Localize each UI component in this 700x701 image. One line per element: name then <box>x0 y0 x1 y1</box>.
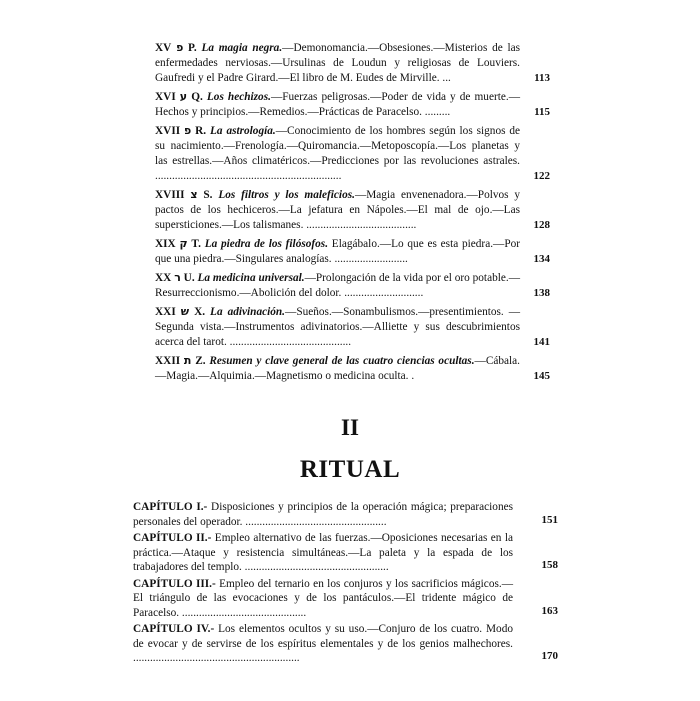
toc-entry <box>155 40 550 86</box>
entry-title: Resumen y clave general de las cuatro ciencias ocultas. <box>209 355 475 367</box>
entry-initial: P. <box>188 42 197 54</box>
chapter-text: Empleo alternativo de las fuerzas.—Oposiciones necesarias en la práctica.—Ataque y resistencia simultáneas.—La paleta y la espada de los trabajadores del templo. ................................................... <box>133 532 513 573</box>
entry-initial: Q. <box>191 91 203 103</box>
toc-entry <box>155 353 550 384</box>
entry-text: —Conocimiento de los hombres según los signos de su nacimiento.—Frenología.—Quiromancia.—Metoposcopía.—Los planetas y las estrellas.—Años climatéricos.—Predicciones por las revoluciones astrales. .................................................................. <box>155 125 521 182</box>
entry-number: XXII <box>155 355 181 367</box>
page-number: 122 <box>533 170 550 182</box>
chapter-label: CAPÍTULO III.- <box>133 577 216 590</box>
page-number: 138 <box>533 287 550 299</box>
chapter-text: Los elementos ocultos y su uso.—Conjuro de los cuatro. Modo de evocar y de servirse de los espíritus elementales y de los genios malhechores. ........................................................... <box>133 623 514 664</box>
toc-section-1 <box>155 40 550 387</box>
entry-text: —Magia envenenadora.—Polvos y pactos de los hechiceros.—La jefatura en Nápoles.—El mal de ojo.—Las supersticiones.—Los talismanes. ....................................... <box>155 189 521 231</box>
entry-text: —Demonomancia.—Obsesiones.—Misterios de las enfermedades nerviosas.—Ursulinas de Loudun y religiosas de Louviers. Gaufredi y el Padre Girard.—El libro de M. Eudes de Mirville. ... <box>155 42 521 84</box>
entry-initial: S. <box>203 189 213 201</box>
entry-initial: U. <box>183 272 195 284</box>
entry-title: Los filtros y los maleficios. <box>218 189 355 201</box>
page-number: 141 <box>533 336 550 348</box>
entry-text: Elagábalo.—Lo que es esta piedra.—Por que una piedra.—Singulares analogías. .......................... <box>155 238 521 265</box>
hebrew-letter: ק <box>179 237 188 250</box>
chapter-entry <box>133 500 558 529</box>
page-number: 163 <box>541 604 558 617</box>
page-number: 145 <box>533 370 550 382</box>
toc-entry <box>155 123 550 184</box>
chapter-entry <box>133 531 558 575</box>
page-number: 115 <box>534 106 550 118</box>
entry-text: —Fuerzas peligrosas.—Poder de vida y de muerte.—Hechos y principios.—Remedios.—Prácticas de Paracelso. ......... <box>155 91 520 118</box>
hebrew-letter: צ <box>190 188 198 201</box>
entry-text: —Sueños.—Sonambulismos.—presentimientos. —Segunda vista.—Instrumentos adivinatorios.—Alliette y sus descubrimientos acerca del tarot. ........................................... <box>155 306 521 348</box>
entry-initial: R. <box>195 125 207 137</box>
chapter-label: CAPÍTULO II.- <box>133 532 212 544</box>
part-number: II <box>341 415 359 440</box>
hebrew-letter: פ <box>184 124 192 137</box>
toc-entry <box>155 236 550 267</box>
chapter-entry <box>133 577 558 621</box>
entry-title: Los hechizos. <box>206 91 271 103</box>
toc-entry <box>155 304 550 350</box>
entry-title: La adivinación. <box>210 306 286 318</box>
chapter-text: Disposiciones y principios de la operación mágica; preparaciones personales del operador. .................................................. <box>133 501 514 528</box>
chapter-text: Empleo del ternario en los conjuros y los sacrificios mágicos.—El triángulo de las evocaciones y de los pantáculos.—El tridente mágico de Paracelso. ............................................ <box>133 577 513 619</box>
toc-entry <box>155 187 550 233</box>
entry-title: La astrología. <box>210 125 276 137</box>
entry-initial: T. <box>191 238 201 250</box>
entry-number: XVIII <box>155 189 185 201</box>
entry-initial: X. <box>194 306 206 318</box>
hebrew-letter: ר <box>174 271 181 284</box>
page-number: 128 <box>533 219 550 231</box>
page-number: 151 <box>541 513 558 526</box>
chapter-label: CAPÍTULO I.- <box>133 501 208 513</box>
page-number: 113 <box>534 72 550 84</box>
page-number: 158 <box>541 559 558 571</box>
entry-number: XVI <box>155 91 176 103</box>
entry-text: —Prolongación de la vida por el oro potable.—Resurreccionismo.—Abolición del dolor. ............................ <box>155 272 521 299</box>
toc-entry <box>155 270 550 301</box>
page-number: 170 <box>541 650 558 662</box>
entry-number: XVII <box>155 125 181 137</box>
entry-number: XX <box>155 272 172 284</box>
entry-number: XXI <box>155 306 176 318</box>
entry-number: XV <box>155 42 172 54</box>
page-number: 134 <box>533 253 550 265</box>
hebrew-letter: ת <box>183 354 192 367</box>
toc-entry <box>155 89 550 120</box>
toc-section-2 <box>133 500 558 668</box>
hebrew-letter: ע <box>179 90 188 103</box>
entry-number: XIX <box>155 238 176 250</box>
chapter-label: CAPÍTULO IV.- <box>133 623 215 635</box>
part-title: RITUAL <box>299 456 401 483</box>
chapter-entry <box>133 622 558 666</box>
entry-title: La piedra de los filósofos. <box>204 238 329 250</box>
hebrew-letter: פ <box>176 41 184 54</box>
entry-initial: Z. <box>195 355 206 367</box>
hebrew-letter: ש <box>180 305 190 318</box>
entry-title: La medicina universal. <box>197 272 305 284</box>
entry-text: —Cábala.—Magia.—Alquimia.—Magnetismo o medicina oculta. . <box>155 355 521 382</box>
entry-title: La magia negra. <box>201 42 283 54</box>
